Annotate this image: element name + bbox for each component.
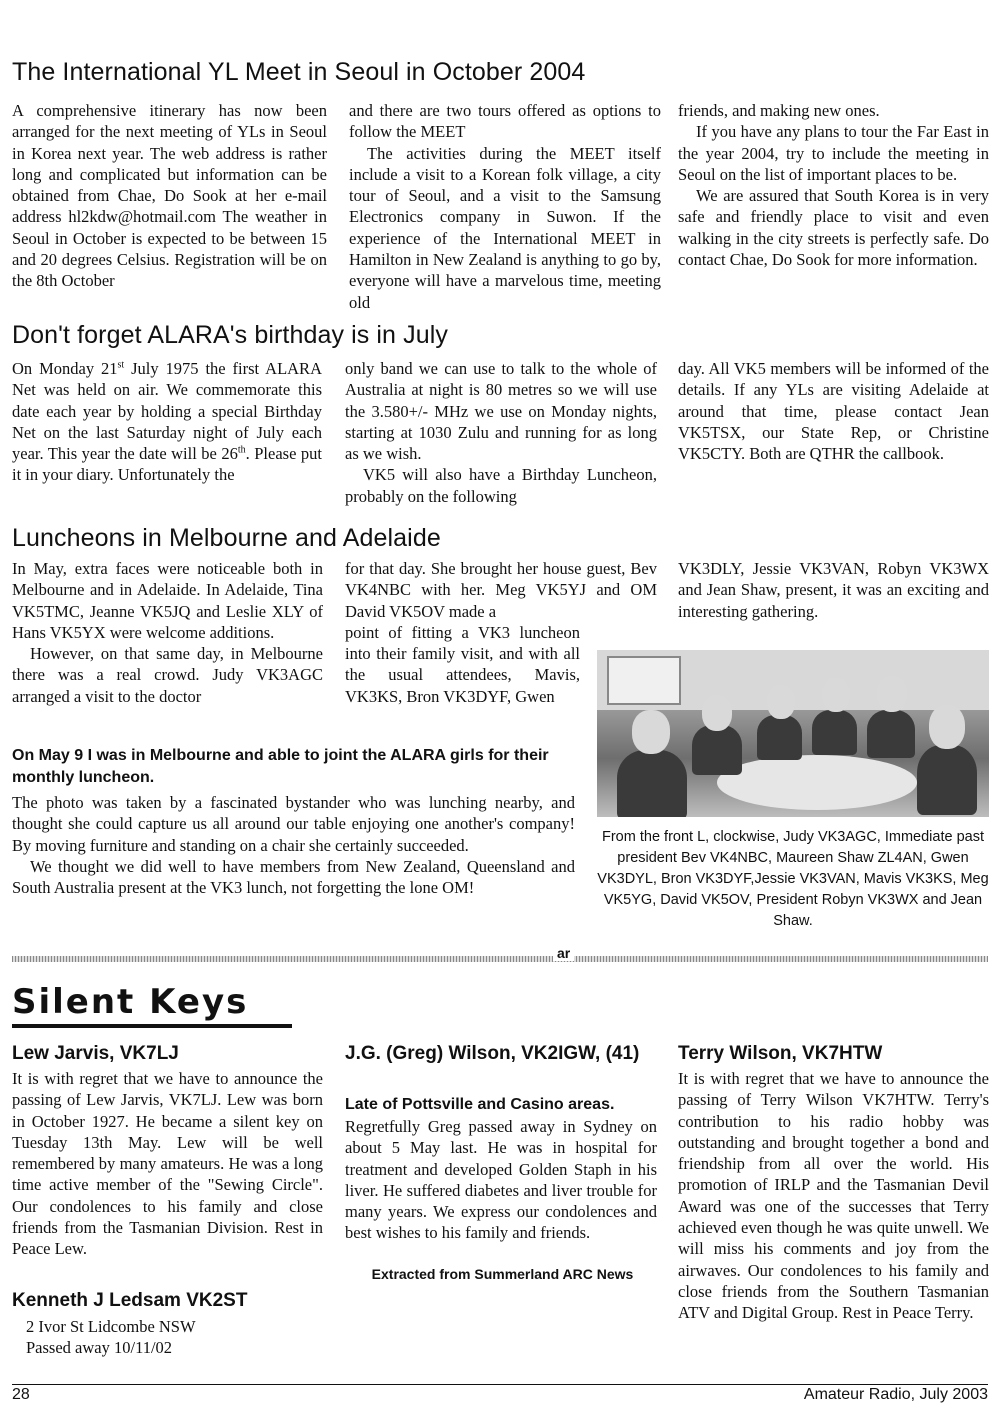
terry-wilson-heading: Terry Wilson, VK7HTW xyxy=(678,1043,883,1064)
seoul-col2-p1: and there are two tours offered as options to follow the MEET xyxy=(349,101,661,142)
end-mark: ar xyxy=(553,945,574,961)
birthday-sup-th: th xyxy=(237,444,246,456)
section-divider xyxy=(12,956,988,962)
luncheon-col3-text: VK3DLY, Jessie VK3VAN, Robyn VK3WX and Jean Shaw, present, it was an exciting and interesting gathering. xyxy=(678,559,989,621)
luncheon-col2-a: for that day. She brought her house guest, Bev VK4NBC with her. Meg VK5YJ and OM David VK5OV made a xyxy=(345,559,657,621)
greg-wilson-body xyxy=(345,1116,657,1244)
birthday-column-2 xyxy=(345,358,657,507)
greg-wilson-credit: Extracted from Summerland ARC News xyxy=(371,1266,634,1282)
seoul-col3-p1: friends, and making new ones. xyxy=(678,101,880,120)
seoul-column-1 xyxy=(12,100,327,292)
seoul-col3-p3: We are assured that South Korea is in very safe and friendly place to visit and even walking in the city streets is perfectly safe. Do contact Chae, Do Sook for more information. xyxy=(678,186,989,270)
birthday-col1-a: On Monday 21 xyxy=(12,359,118,378)
terry-wilson-text: It is with regret that we have to announce the passing of Terry Wilson VK7HTW. Terry's contribution to his radio hobby was outstanding and brought together a bond and friendship from all over the world. His promotion of IRLP and the Tasmanian Devil Award was one of the successes that Terry achieved even though he was quite unwell. We will miss his comments and joy from the airwaves. Our condolences to his family and close friends from the Southern Tasmanian ATV and Digital Group. Rest in Peace Terry. xyxy=(678,1069,989,1323)
kenneth-line-1: 2 Ivor St Lidcombe NSW xyxy=(26,1317,196,1336)
greg-wilson-text: Regretfully Greg passed away in Sydney on about 5 May last. He was in hospital for treatment and developed Golden Staph in his liver. He suffered diabetes and liver trouble for many years. We express our condolences and best wishes to his family and friends. xyxy=(345,1117,657,1243)
article-title-birthday: Don't forget ALARA's birthday is in July xyxy=(12,321,448,349)
article-title-luncheons: Luncheons in Melbourne and Adelaide xyxy=(12,524,441,552)
birthday-column-3 xyxy=(678,358,989,464)
seoul-column-2 xyxy=(349,100,661,313)
lew-jarvis-text: It is with regret that we have to announce the passing of Lew Jarvis, VK7LJ. Lew was born in October 1927. He became a silent key on Tuesday 13th May. Lew will be well remembered by many amateurs. He was a long time active member of the "Sewing Circle". Our condolences to his family and close friends from the Tasmanian Division. Rest in Peace Lew. xyxy=(12,1069,323,1259)
birthday-col1-b: July 1975 the first ALARA Net was held on air. We commemorate this date each year by holding a special Birthday Net on the last Saturday night of July each year. This year the date will be 26 xyxy=(12,359,322,464)
greg-wilson-heading: J.G. (Greg) Wilson, VK2IGW, (41) xyxy=(345,1043,640,1064)
birthday-col2-p2: VK5 will also have a Birthday Luncheon, probably on the following xyxy=(345,465,657,506)
birthday-sup-st: st xyxy=(117,359,125,371)
kenneth-ledsam-heading: Kenneth J Ledsam VK2ST xyxy=(12,1290,248,1311)
luncheon-col2-b: point of fitting a VK3 luncheon into their family visit, and with all the usual attendees, Mavis, VK3KS, Bron VK3DYF, Gwen xyxy=(345,622,580,706)
silent-keys-title: Silent Keys xyxy=(12,982,249,1022)
photo-caption: From the front L, clockwise, Judy VK3AGC, Immediate past president Bev VK4NBC, Maureen Shaw ZL4AN, Gwen VK3DYL, Bron VK3DYF,Jessie VK3VAN, Mavis VK3KS, Meg VK5YG, David VK5OV, President Robyn VK3WX and Jean Shaw. xyxy=(597,829,989,929)
footer-rule xyxy=(12,1384,988,1385)
luncheon-subheading: On May 9 I was in Melbourne and able to joint the ALARA girls for their monthly luncheon. xyxy=(12,747,549,786)
seoul-column-3 xyxy=(678,100,989,270)
seoul-col1-text: A comprehensive itinerary has now been arranged for the next meeting of YLs in Seoul in Korea next year. The web address is rather long and complicated but information can be obtained from Chae, Do Sook at her e-mail address hl2kdw@hotmail.com The weather in Seoul in October is expected to be between 15 and 20 degrees Celsius. Registration will be on the 8th October xyxy=(12,101,327,291)
terry-wilson-body xyxy=(678,1068,989,1324)
luncheon-group-photo xyxy=(597,650,989,817)
publication-name: Amateur Radio, July 2003 xyxy=(803,1386,988,1403)
lew-jarvis-body xyxy=(12,1068,323,1260)
luncheon-col1-p2: However, on that same day, in Melbourne there was a real crowd. Judy VK3AGC arranged a visit to the doctor xyxy=(12,644,323,706)
birthday-col1-text xyxy=(12,358,322,486)
birthday-col2-p1: only band we can use to talk to the whole of Australia at night is 80 metres so we will use the 3.580+/- MHz we use on Monday nights, starting at 1030 Zulu and running for as long as we wish. xyxy=(345,359,657,464)
kenneth-line-2: Passed away 10/11/02 xyxy=(26,1338,173,1358)
seoul-col2-p2: The activities during the MEET itself include a visit to a Korean folk village, a city tour of Seoul, and a visit to the Samsung Electronics company in Suwon. If the experience of the International MEET in Hamilton in New Zealand is anything to go by, everyone will have a marvelous time, meeting old xyxy=(349,143,661,312)
page-number: 28 xyxy=(12,1386,30,1403)
greg-wilson-subheading: Late of Pottsville and Casino areas. xyxy=(345,1096,615,1113)
luncheon-column-1 xyxy=(12,558,323,707)
article-title-seoul: The International YL Meet in Seoul in October 2004 xyxy=(12,58,586,86)
luncheon-body-p2: We thought we did well to have members from New Zealand, Queensland and South Australia present at the VK3 lunch, not forgetting the lone OM! xyxy=(12,856,575,898)
birthday-col1-c: . Please put it in your diary. Unfortunately the xyxy=(12,444,322,485)
birthday-column-1 xyxy=(12,358,322,486)
seoul-col3-p2: If you have any plans to tour the Far East in the year 2004, try to include the meeting in Seoul on the list of important places to be. xyxy=(678,122,989,184)
luncheon-body-p1: The photo was taken by a fascinated bystander who was lunching nearby, and thought she could capture us all around our table enjoying one another's company! By moving furniture and standing on a chair she certainly succeeded. xyxy=(12,793,575,855)
kenneth-ledsam-body xyxy=(26,1316,326,1359)
luncheon-col1-p1: In May, extra faces were noticeable both in Melbourne and in Adelaide. In Adelaide, Tina VK5TMC, Jeanne VK5JQ and Leslie XLY of Hans VK5YX were welcome additions. xyxy=(12,559,323,642)
luncheon-column-3 xyxy=(678,558,989,622)
birthday-col3-text: day. All VK5 members will be informed of the details. If any YLs are visiting Adelaide at around that time, please contact Jean VK5TSX, our State Rep, or Christine VK5CTY. Both are QTHR the callbook. xyxy=(678,359,989,464)
silent-keys-underline xyxy=(12,1024,292,1028)
luncheon-body xyxy=(12,792,575,898)
lew-jarvis-heading: Lew Jarvis, VK7LJ xyxy=(12,1043,179,1064)
